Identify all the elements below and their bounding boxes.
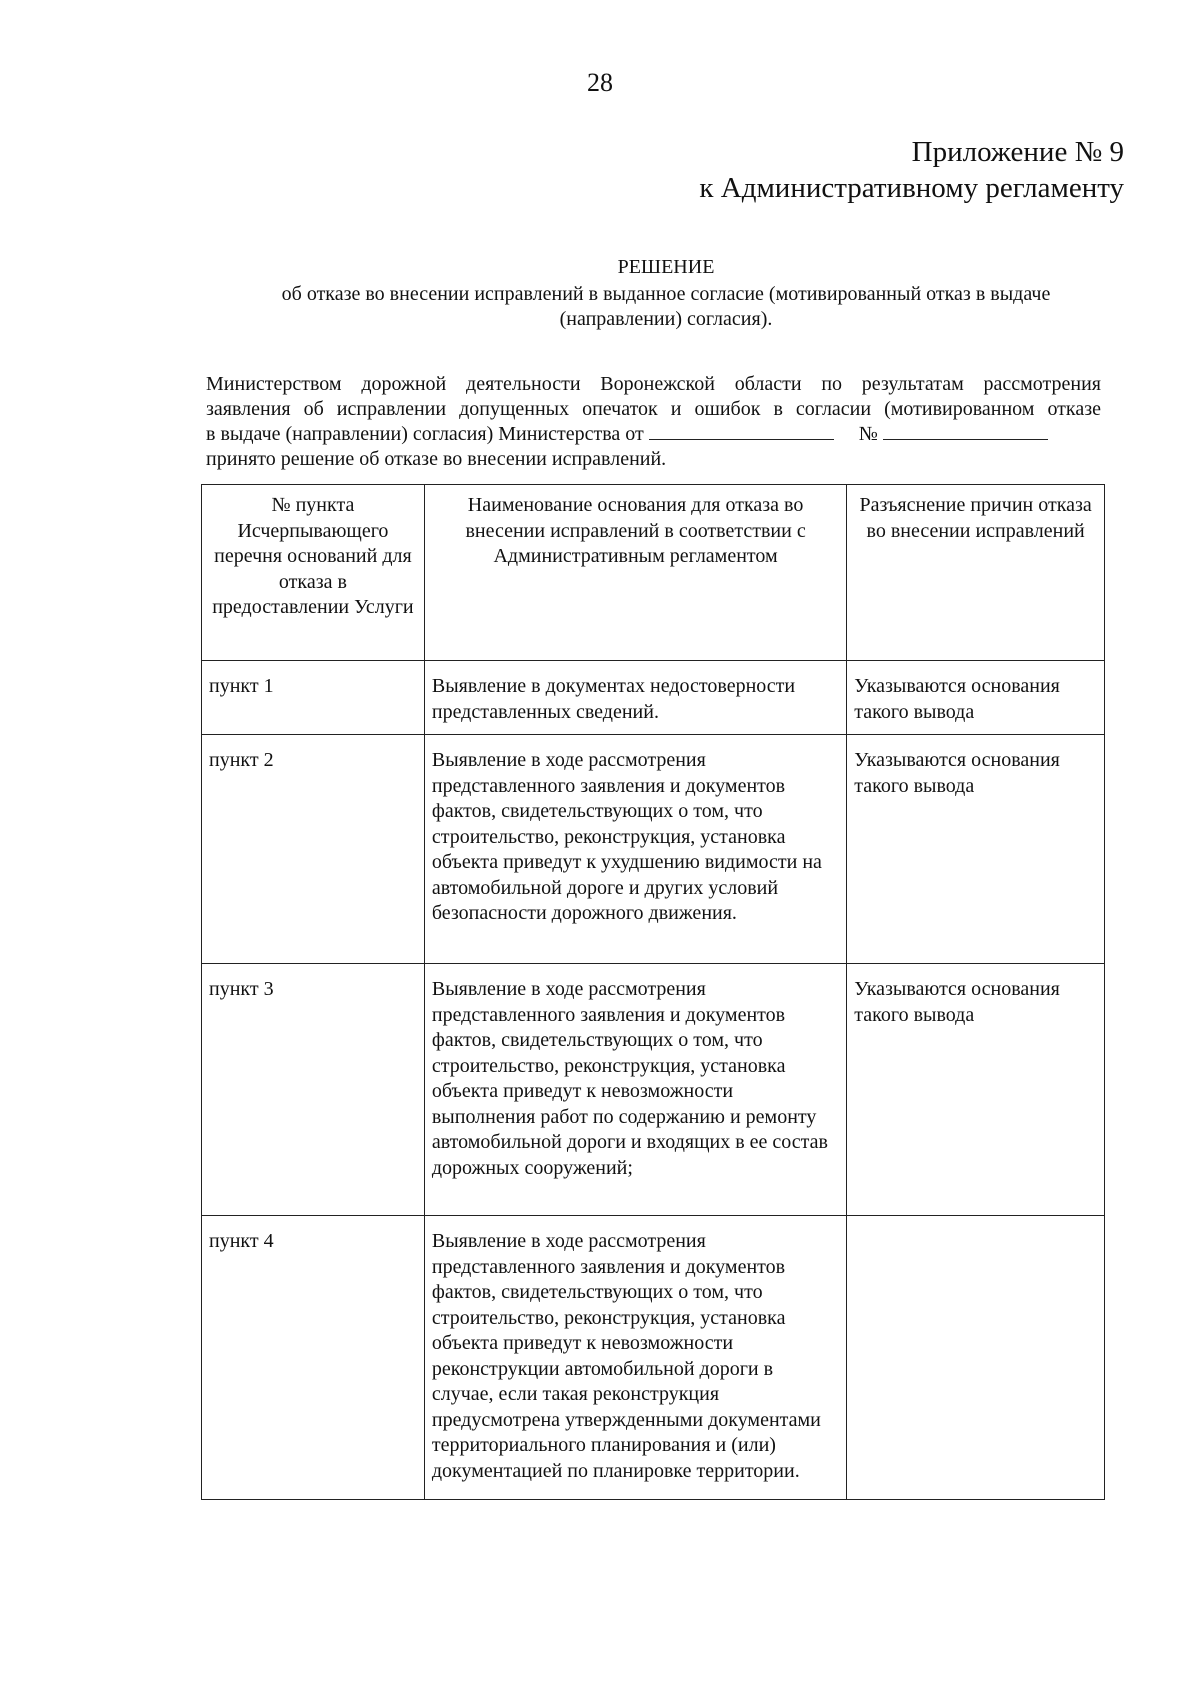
intro-line-2: заявления об исправлении допущенных опечаток и ошибок в согласии (мотивированном отказе: [206, 397, 1101, 420]
date-blank-field[interactable]: [649, 421, 834, 440]
reasons-table: [201, 484, 1105, 1500]
row-reason: Выявление в документах недостоверности представленных сведений.: [424, 661, 846, 735]
appendix-reference: к Административному регламенту: [699, 172, 1124, 204]
intro-line-4: принято решение об отказе во внесении исправлений.: [206, 447, 667, 470]
decision-subtitle: об отказе во внесении исправлений в выданное согласие (мотивированный отказ в выдаче (направлении) согласия).: [281, 283, 1051, 330]
row-item: пункт 1: [202, 661, 425, 735]
row-explanation: [847, 1216, 1105, 1500]
table-header-row: [202, 485, 1105, 661]
row-item: пункт 2: [202, 735, 425, 964]
row-item: пункт 3: [202, 964, 425, 1216]
decision-title: РЕШЕНИЕ: [617, 256, 715, 278]
table-row: [202, 661, 1105, 735]
table-row: [202, 964, 1105, 1216]
row-reason: Выявление в ходе рассмотрения представленного заявления и документов фактов, свидетельствующих о том, что строительство, реконструкция, установка объекта приведут к невозможности выполнения работ по содержанию и ремонту автомобильной дороги и входящих в ее состав дорожных сооружений;: [424, 964, 846, 1216]
number-sign: №: [858, 423, 878, 445]
intro-paragraph: [206, 372, 1101, 471]
table-row: [202, 1216, 1105, 1500]
appendix-number: Приложение № 9: [911, 136, 1124, 168]
row-explanation: Указываются основания такого вывода: [847, 735, 1105, 964]
header-explanation: Разъяснение причин отказа во внесении исправлений: [847, 485, 1105, 661]
intro-line-3-text: в выдаче (направлении) согласия) Министерства от: [206, 423, 644, 445]
row-explanation: Указываются основания такого вывода: [847, 964, 1105, 1216]
intro-line-1: Министерством дорожной деятельности Воронежской области по результатам рассмотрения: [206, 373, 1101, 395]
header-item-number: № пункта Исчерпывающего перечня оснований для отказа в предоставлении Услуги: [202, 485, 425, 661]
row-reason: Выявление в ходе рассмотрения представленного заявления и документов фактов, свидетельствующих о том, что строительство, реконструкция, установка объекта приведут к ухудшению видимости на автомобильной дороге и других условий безопасности дорожного движения.: [424, 735, 846, 964]
table-row: [202, 735, 1105, 964]
page-number: 28: [587, 68, 613, 97]
intro-line-3: [206, 421, 1101, 447]
appendix-heading: [699, 134, 1124, 206]
row-reason: Выявление в ходе рассмотрения представленного заявления и документов фактов, свидетельствующих о том, что строительство, реконструкция, установка объекта приведут к невозможности реконструкции автомобильной дороги в случае, если такая реконструкция предусмотрена утвержденными документами территориального планирования и (или) документацией по планировке территории.: [424, 1216, 846, 1500]
row-item: пункт 4: [202, 1216, 425, 1500]
number-blank-field[interactable]: [883, 421, 1048, 440]
header-reason: Наименование основания для отказа во внесении исправлений в соответствии с Административным регламентом: [424, 485, 846, 661]
row-explanation: Указываются основания такого вывода: [847, 661, 1105, 735]
